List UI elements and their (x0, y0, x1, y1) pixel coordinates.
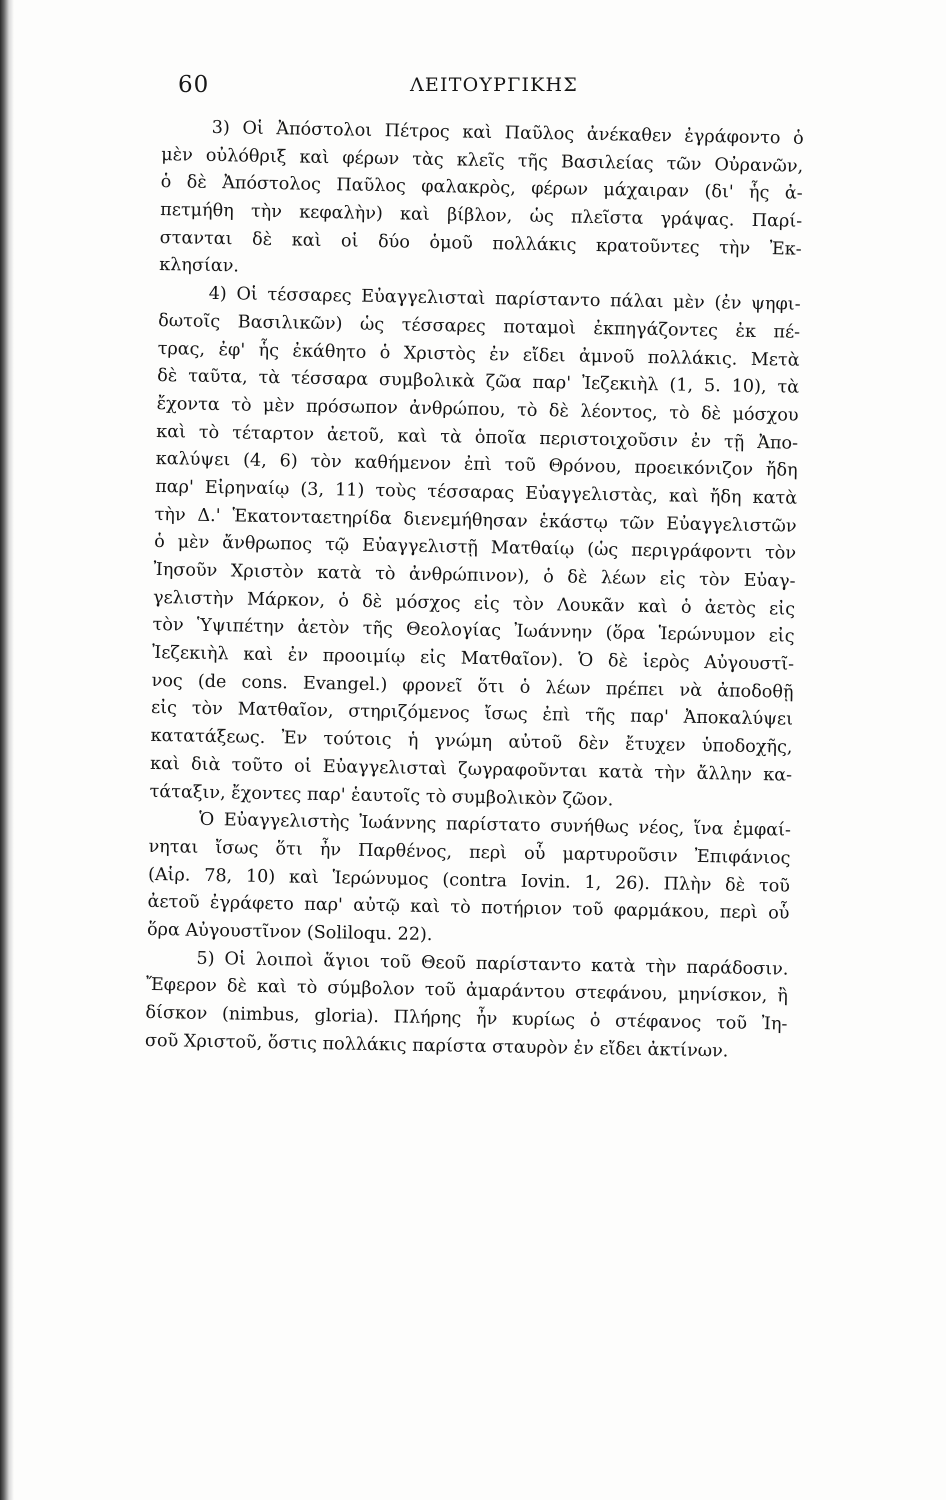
text-line: δωτοῖς Βασιλικῶν) ὡς τέσσαρες ποταμοὶ ἐκπηγάζοντες ἐκ πέ- (158, 310, 801, 343)
text-line: 5) Οἱ λοιποὶ ἅγιοι τοῦ Θεοῦ παρίσταντο κατὰ τὴν παράδοσιν. (196, 948, 789, 980)
text-line: σοῦ Χριστοῦ, ὅστις πολλάκις παρίστα σταυρὸν ἐν εἴδει ἀκτίνων. (144, 1030, 729, 1062)
text-line: ὁ μὲν ἄνθρωπος τῷ Εὐαγγελιστῇ Ματθαίῳ (ὡς περιγράφοντι τὸν (153, 532, 797, 565)
text-line: (Αἱρ. 78, 10) καὶ Ἱερώνυμος (contra Iovin. 1, 26). Πλὴν δὲ τοῦ (147, 864, 791, 897)
paragraph-apostles (159, 114, 804, 292)
text-line: πετμήθη τὴν κεφαλὴν) καὶ βίβλον, ὡς πλεῖστα γράψας. Παρί- (160, 200, 803, 232)
text-line: παρ' Εἰρηναίῳ (3, 11) τοὺς τέσσαρας Εὐαγγελιστὰς, καὶ ἤδη κατὰ (154, 476, 798, 509)
text-line: καὶ διὰ τοῦτο οἱ Εὐαγγελισταὶ ζωγραφοῦνται κατὰ τὴν ἄλλην κα- (149, 753, 793, 786)
text-line: τὸν Ὑψιπέτην ἀετὸν τῆς Θεολογίας Ἰωάννην (ὅρα Ἱερώνυμον εἰς (152, 615, 795, 648)
text-line: εἰς τὸν Ματθαῖον, στηριζόμενος ἴσως ἐπὶ τῆς παρ' Ἀποκαλύψει (150, 698, 794, 731)
text-line: μὲν οὐλόθριξ καὶ φέρων τὰς κλεῖς τῆς Βασιλείας τῶν Οὐρανῶν, (161, 144, 804, 177)
text-line: ὅρα Αὐγουστῖνον (Soliloqu. 22). (146, 919, 433, 946)
text-line: ἀετοῦ ἐγράφετο παρ' αὐτῷ καὶ τὸ ποτήριον τοῦ φαρμάκου, περὶ οὗ (147, 892, 790, 924)
page-header (178, 72, 790, 112)
paragraph-saints (145, 944, 789, 1066)
text-line: ἔχοντα τὸ μὲν πρόσωπον ἀνθρώπου, τὸ δὲ λέοντος, τὸ δὲ μόσχου (156, 393, 799, 426)
text-line: κατατάξεως. Ἐν τούτοις ἡ γνώμη αὐτοῦ δὲν ἔτυχεν ὑποδοχῆς, (150, 726, 793, 758)
text-line: δίσκον (nimbus, gloria). Πλήρης ἦν κυρίως ὁ στέφανος τοῦ Ἰη- (145, 1002, 788, 1035)
text-line: 4) Οἱ τέσσαρες Εὐαγγελισταὶ παρίσταντο πάλαι μὲν (ἐν ψηφι- (208, 284, 801, 315)
text-line: κλησίαν. (159, 255, 240, 277)
text-line: καλύψει (4, 6) τὸν καθήμενον ἐπὶ τοῦ Θρόνου, προεικόνιζον ἤδη (155, 449, 798, 481)
text-line: Ἔφερον δὲ καὶ τὸ σύμβολον τοῦ ἀμαράντου στεφάνου, μηνίσκον, ἢ (145, 975, 789, 1007)
text-line: στανται δὲ καὶ οἱ δύο ὁμοῦ πολλάκις κρατοῦντες τὴν Ἐκ- (159, 227, 802, 260)
text-line: νος (de cons. Evangel.) φρονεῖ ὅτι ὁ λέων πρέπει νὰ ἀποδοθῇ (151, 670, 794, 703)
text-line: νηται ἴσως ὅτι ἦν Παρθένος, περὶ οὗ μαρτυροῦσιν Ἐπιφάνιος (148, 836, 791, 869)
text-line: ὁ δὲ Ἀπόστολος Παῦλος φαλακρὸς, φέρων μάχαιραν (δι' ἧς ἀ- (160, 172, 803, 205)
text-line: δὲ ταῦτα, τὰ τέσσαρα συμβολικὰ ζῶα παρ' Ἰεζεκιὴλ (1, 5. 10), τὰ (157, 366, 800, 398)
text-line: Ἰεζεκιὴλ καὶ ἐν προοιμίῳ εἰς Ματθαῖον). Ὁ δὲ ἱερὸς Αὐγουστῖ- (151, 642, 795, 675)
text-line: τρας, ἐφ' ἧς ἐκάθητο ὁ Χριστὸς ἐν εἴδει ἀμνοῦ πολλάκις. Μετὰ (157, 338, 800, 371)
text-line: 3) Οἱ Ἀπόστολοι Πέτρος καὶ Παῦλος ἀνέκαθεν ἐγράφοντο ὁ (211, 117, 804, 149)
body-text (145, 114, 804, 1067)
running-title: ΛΕΙΤΟΥΡΓΙΚΗΣ (410, 74, 578, 96)
paragraph-evangelists (149, 280, 801, 818)
text-line: τάταξιν, ἔχοντες παρ' ἑαυτοῖς τὸ συμβολικὸν ζῶον. (149, 781, 614, 810)
page-binding-edge (0, 0, 14, 1500)
paragraph-john (147, 806, 791, 956)
page-number: 60 (178, 72, 210, 98)
text-line: Ἰησοῦν Χριστὸν κατὰ τὸ ἀνθρώπινον), ὁ δὲ λέων εἰς τὸν Εὐαγ- (153, 559, 796, 592)
text-line: Ὁ Εὐαγγελιστὴς Ἰωάννης παρίστατο συνήθως νέος, ἵνα ἐμφαί- (198, 809, 792, 841)
text-line: καὶ τὸ τέταρτον ἀετοῦ, καὶ τὰ ὁποῖα περιστοιχοῦσιν ἐν τῇ Ἀπο- (155, 421, 799, 454)
text-line: γελιστὴν Μάρκον, ὁ δὲ μόσχος εἰς τὸν Λουκᾶν καὶ ὁ ἀετὸς εἰς (152, 587, 796, 620)
text-line: τὴν Δ.' Ἑκατονταετηρίδα διενεμήθησαν ἑκάστῳ τῶν Εὐαγγελιστῶν (154, 504, 797, 537)
